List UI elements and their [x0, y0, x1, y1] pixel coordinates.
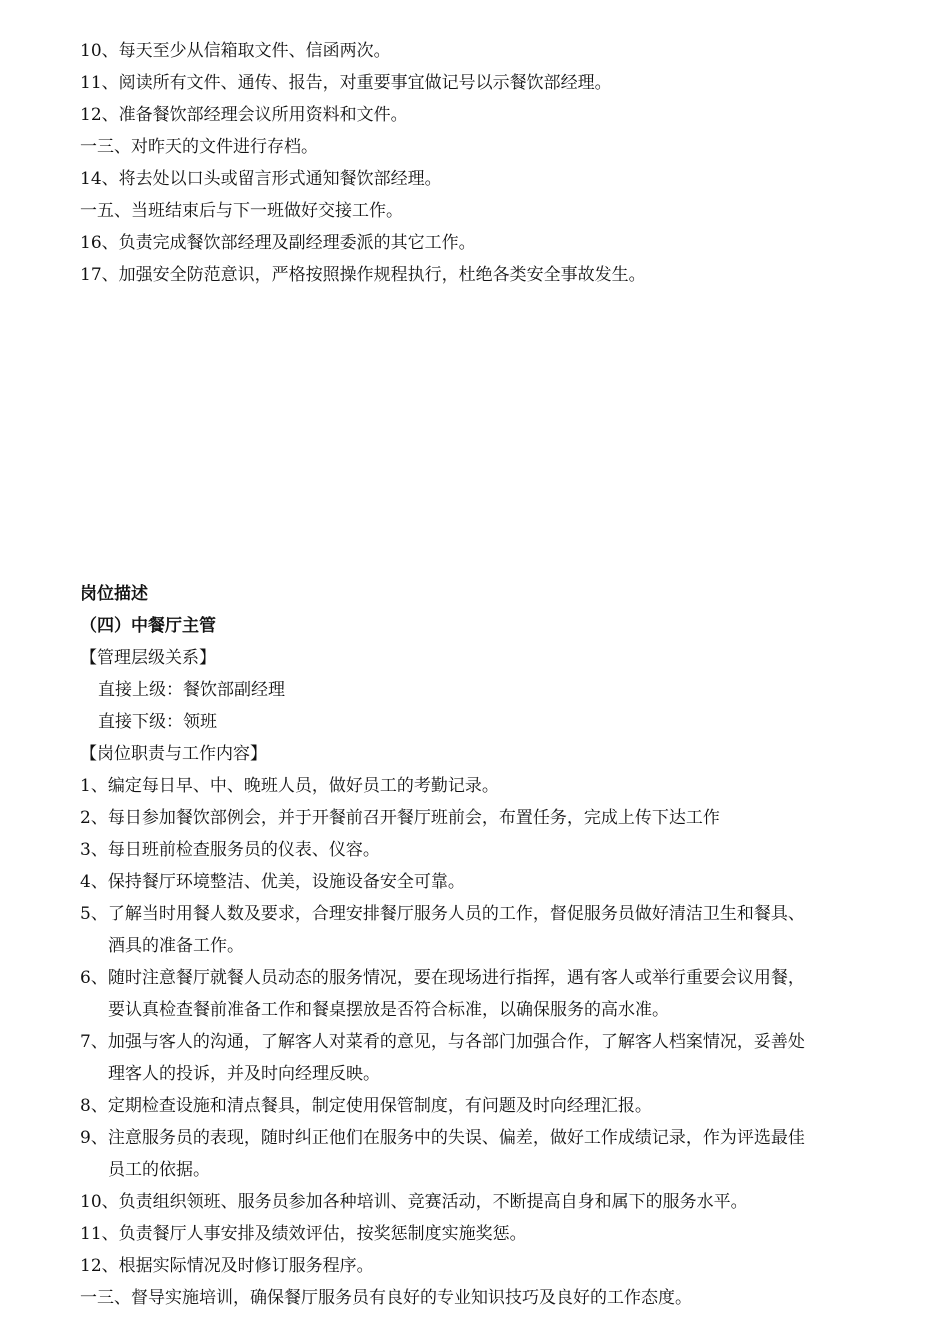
duty-item-continuation: 理客人的投诉，并及时向经理反映。: [108, 1064, 380, 1084]
duties-label: 【岗位职责与工作内容】: [80, 744, 267, 764]
position-title: （四）中餐厅主管: [80, 616, 216, 636]
list-item: 16、负责完成餐饮部经理及副经理委派的其它工作。: [80, 233, 476, 253]
list-item: 14、将去处以口头或留言形式通知餐饮部经理。: [80, 169, 442, 189]
superior-line: 直接上级：餐饮部副经理: [98, 680, 285, 700]
duty-item-continuation: 员工的依据。: [108, 1160, 210, 1180]
duty-item: 4、保持餐厅环境整洁、优美，设施设备安全可靠。: [80, 872, 465, 892]
list-item: 12、准备餐饮部经理会议所用资料和文件。: [80, 105, 408, 125]
duty-item: 3、每日班前检查服务员的仪表、仪容。: [80, 840, 380, 860]
duty-item: 1、编定每日早、中、晚班人员，做好员工的考勤记录。: [80, 776, 499, 796]
list-item: 11、阅读所有文件、通传、报告，对重要事宜做记号以示餐饮部经理。: [80, 73, 612, 93]
duty-item: 一三、督导实施培训，确保餐厅服务员有良好的专业知识技巧及良好的工作态度。: [80, 1288, 692, 1308]
list-item: 一五、当班结束后与下一班做好交接工作。: [80, 201, 403, 221]
section-heading: 岗位描述: [80, 584, 148, 604]
duty-item: 7、加强与客人的沟通，了解客人对菜肴的意见，与各部门加强合作，了解客人档案情况，妥善处: [80, 1032, 805, 1052]
duty-item: 2、每日参加餐饮部例会，并于开餐前召开餐厅班前会，布置任务，完成上传下达工作: [80, 808, 720, 828]
subordinate-line: 直接下级：领班: [98, 712, 217, 732]
duty-item: 5、了解当时用餐人数及要求，合理安排餐厅服务人员的工作，督促服务员做好清洁卫生和餐具、: [80, 904, 805, 924]
list-item: 17、加强安全防范意识，严格按照操作规程执行，杜绝各类安全事故发生。: [80, 265, 646, 285]
duty-item-continuation: 要认真检查餐前准备工作和餐桌摆放是否符合标准，以确保服务的高水准。: [108, 1000, 669, 1020]
duty-item: 8、定期检查设施和清点餐具，制定使用保管制度，有问题及时向经理汇报。: [80, 1096, 652, 1116]
duty-item: 9、注意服务员的表现，随时纠正他们在服务中的失误、偏差，做好工作成绩记录，作为评选最佳: [80, 1128, 805, 1148]
hierarchy-label: 【管理层级关系】: [80, 648, 216, 668]
duty-item: 10、负责组织领班、服务员参加各种培训、竞赛活动，不断提高自身和属下的服务水平。: [80, 1192, 748, 1212]
duty-item: 11、负责餐厅人事安排及绩效评估，按奖惩制度实施奖惩。: [80, 1224, 527, 1244]
duty-item: 12、根据实际情况及时修订服务程序。: [80, 1256, 374, 1276]
list-item: 10、每天至少从信箱取文件、信函两次。: [80, 41, 391, 61]
list-item: 一三、对昨天的文件进行存档。: [80, 137, 318, 157]
duty-item-continuation: 酒具的准备工作。: [108, 936, 244, 956]
duty-item: 6、随时注意餐厅就餐人员动态的服务情况，要在现场进行指挥，遇有客人或举行重要会议用餐，: [80, 968, 805, 988]
